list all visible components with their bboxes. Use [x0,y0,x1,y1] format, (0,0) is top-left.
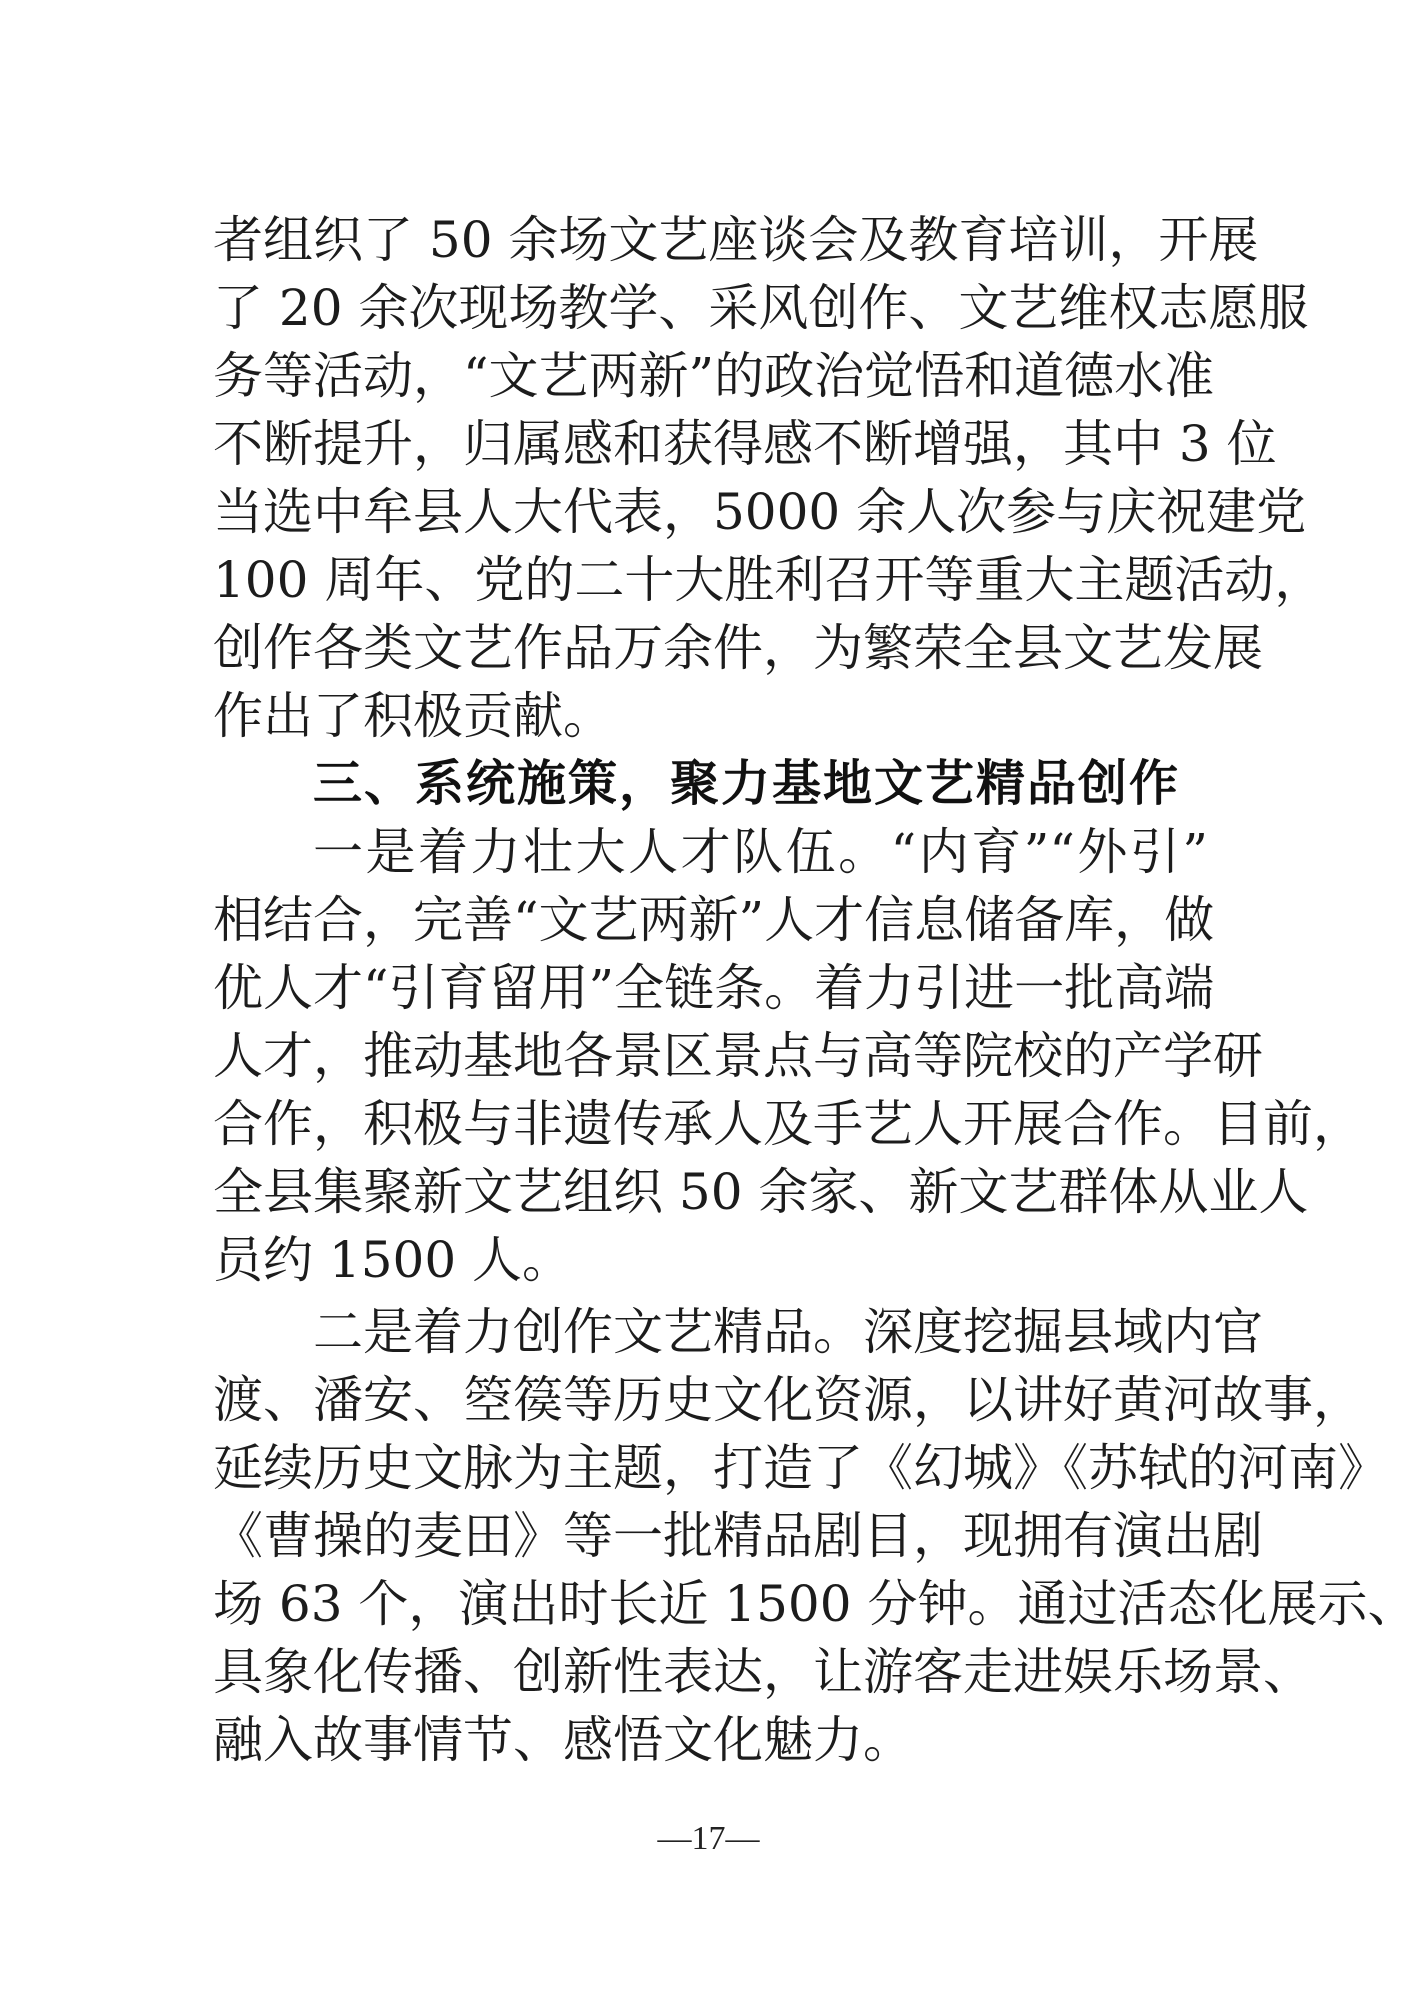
paragraph-line: 融入故事情节、感悟文化魅力。 [213,1711,913,1769]
paragraph-line: 作出了积极贡献。 [213,687,613,745]
paragraph-line: 全县集聚新文艺组织 50 余家、新文艺群体从业人 [213,1163,1309,1221]
paragraph-line: 者组织了 50 余场文艺座谈会及教育培训，开展 [213,211,1259,269]
paragraph-line: 务等活动，“文艺两新”的政治觉悟和道德水准 [213,347,1215,405]
paragraph-line: 了 20 余次现场教学、采风创作、文艺维权志愿服 [213,279,1309,337]
paragraph-line: 100 周年、党的二十大胜利召开等重大主题活动， [213,551,1325,609]
paragraph-line: 员约 1500 人。 [213,1231,573,1289]
paragraph-line: 二是着力创作文艺精品。深度挖掘县域内官 [313,1303,1263,1361]
paragraph-line: 人才，推动基地各景区景点与高等院校的产学研 [213,1027,1263,1085]
paragraph-line: 当选中牟县人大代表，5000 余人次参与庆祝建党 [213,483,1307,541]
paragraph-line: 一是着力壮大人才队伍。“内育”“外引” [313,823,1208,881]
paragraph-line: 相结合，完善“文艺两新”人才信息储备库，做 [213,891,1215,949]
paragraph-line: 合作，积极与非遗传承人及手艺人开展合作。目前， [213,1095,1363,1153]
paragraph-line: 具象化传播、创新性表达，让游客走进娱乐场景、 [213,1643,1313,1701]
paragraph-line: 延续历史文脉为主题，打造了《幻城》《苏轼的河南》 [213,1439,1388,1497]
paragraph-line: 《曹操的麦田》等一批精品剧目，现拥有演出剧 [213,1507,1263,1565]
paragraph-line: 优人才“引育留用”全链条。着力引进一批高端 [213,959,1215,1017]
paragraph-line: 创作各类文艺作品万余件，为繁荣全县文艺发展 [213,619,1263,677]
paragraph-line: 不断提升，归属感和获得感不断增强，其中 3 位 [213,415,1277,473]
paragraph-line: 场 63 个，演出时长近 1500 分钟。通过活态化展示、 [213,1575,1417,1633]
paragraph-line: 渡、潘安、箜篌等历史文化资源，以讲好黄河故事， [213,1371,1363,1429]
section-heading: 三、系统施策，聚力基地文艺精品创作 [313,755,1181,812]
page-number: —17— [657,1820,760,1857]
